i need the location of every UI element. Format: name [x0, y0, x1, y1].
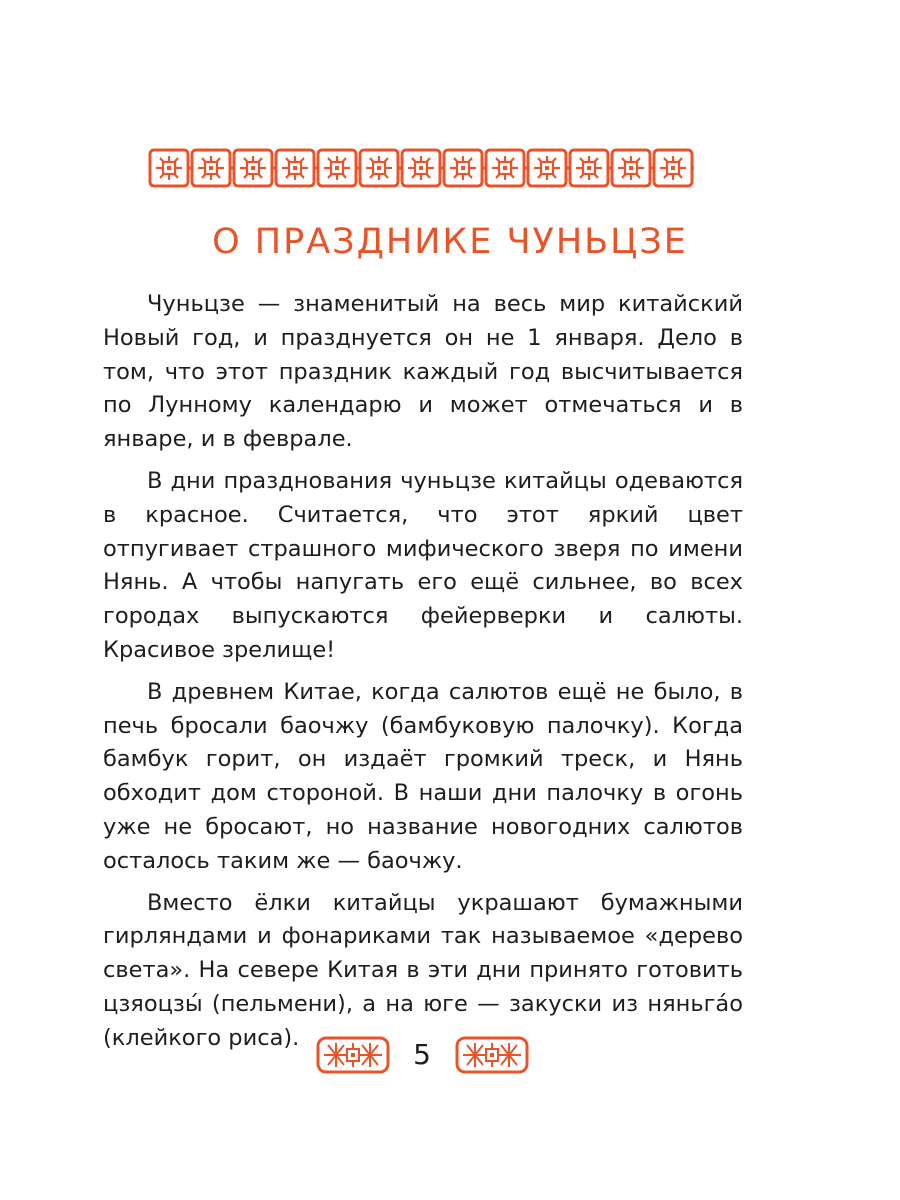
chinese-lattice-motif-icon — [455, 1035, 529, 1075]
chinese-lattice-border-icon — [148, 144, 694, 192]
lattice-unit — [318, 150, 360, 186]
paragraph: В дни празднования чуньцзе китайцы одеваются в красное. Считается, что этот яркий цвет отпугивает страшного мифического зверя по имени Нянь. А чтобы напугать его ещё сильнее, во всех городах выпускаются фейерверки и салюты. Красивое зрелище! — [103, 467, 743, 663]
paragraph: Чуньцзе — знаменитый на весь мир китайский Новый год, и празднуется он не 1 января. Дело в том, что этот праздник каждый год высчитывается по Лунному календарю и может отмечаться и в январе, и в феврале. — [103, 291, 743, 453]
lattice-unit — [234, 150, 276, 186]
lattice-unit — [612, 150, 654, 186]
paragraph: Вместо ёлки китайцы украшают бумажными гирляндами и фонариками так называемое «дерево света». На севере Китая в эти дни принято готовить цзяоцзы́ (пельмени), а на юге — закуски из няньга́о (клейкого риса). — [103, 889, 743, 1051]
paragraph: В древнем Китае, когда салютов ещё не было, в печь бросали баочжу (бамбуковую палочку). Когда бамбук горит, он издаёт громкий треск, и Нянь обходит дом стороной. В наши дни палочку в огонь уже не бросают, но название новогодних салютов осталось таким же — баочжу. — [103, 678, 743, 874]
lattice-unit — [150, 150, 192, 186]
chinese-lattice-motif-icon — [316, 1035, 390, 1075]
lattice-unit — [528, 150, 570, 186]
lattice-unit — [570, 150, 612, 186]
lattice-unit — [276, 150, 318, 186]
page-number: 5 — [413, 1038, 431, 1071]
article-body — [103, 288, 743, 1064]
page-footer — [0, 1030, 900, 1080]
lattice-unit — [486, 150, 528, 186]
lattice-unit — [444, 150, 486, 186]
lattice-unit — [402, 150, 444, 186]
lattice-unit — [360, 150, 402, 186]
lattice-unit — [192, 150, 234, 186]
page-title: О ПРАЗДНИКЕ ЧУНЬЦЗЕ — [212, 222, 688, 262]
lattice-unit — [654, 150, 694, 186]
